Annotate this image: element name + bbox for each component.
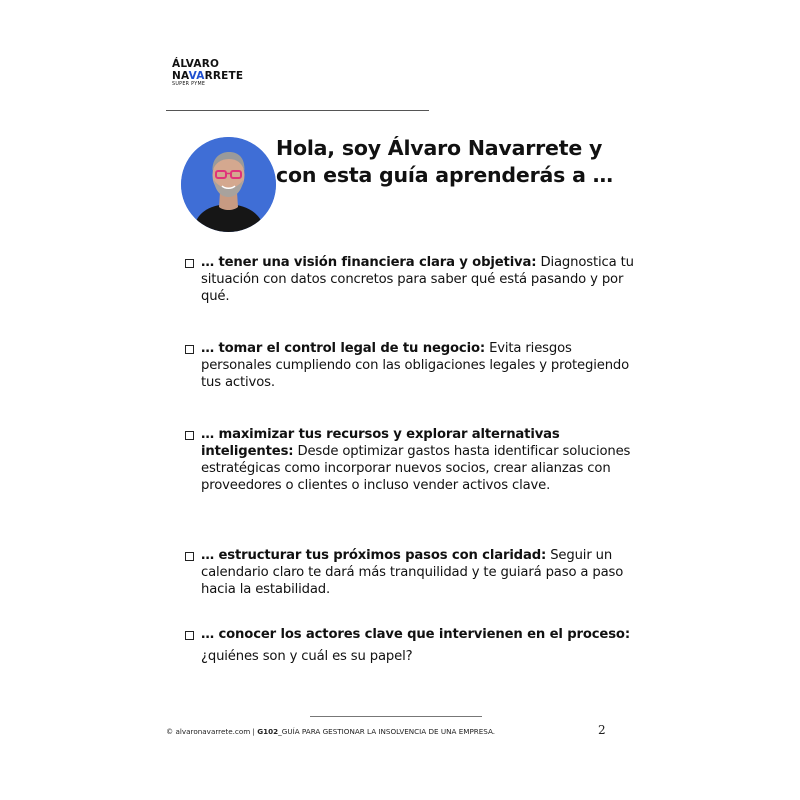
checklist-item-title: … estructurar tus próximos pasos con claridad:	[201, 548, 547, 563]
checklist-item-key-actors	[184, 624, 634, 668]
brand-logo	[172, 59, 243, 88]
footer-site: © alvaronavarrete.com |	[166, 727, 258, 736]
author-portrait-icon	[181, 137, 276, 232]
logo-first-name: ÁLVARO	[172, 58, 220, 70]
checkbox-icon[interactable]	[185, 259, 194, 268]
checklist-item-description: Seguir un calendario claro te dará más tranquilidad y te guiará paso a paso hacia la estabilidad.	[201, 548, 624, 597]
logo-last-name	[172, 71, 243, 82]
page-headline: Hola, soy Álvaro Navarrete y con esta guía aprenderás a …	[276, 136, 613, 187]
checklist-item-title: … tomar el control legal de tu negocio:	[201, 341, 486, 356]
checklist-item-text	[201, 624, 634, 668]
logo-last-name-part2: RRETE	[204, 69, 244, 82]
checklist-item-description: ¿quiénes son y cuál es su papel?	[201, 649, 413, 664]
checklist-item-maximize-resources	[184, 426, 634, 494]
footer-code: G102	[257, 727, 279, 736]
logo-subtitle: SUPER PYME	[172, 82, 206, 87]
checkbox-icon[interactable]	[185, 431, 194, 440]
checklist-item-next-steps	[184, 547, 634, 598]
checklist-item-text	[201, 547, 634, 598]
footer-credit	[166, 727, 495, 736]
checklist-item-title: … conocer los actores clave que intervienen en el proceso:	[201, 627, 630, 642]
checklist-item-description: Desde optimizar gastos hasta identificar soluciones estratégicas como incorporar nuevos socios, crear alianzas con proveedores o clientes o incluso vender activos clave.	[201, 444, 631, 493]
checklist-item-financial-vision	[184, 254, 634, 305]
page-number: 2	[598, 723, 606, 737]
checklist-item-description: Diagnostica tu situación con datos concretos para saber qué está pasando y por qué.	[201, 255, 634, 304]
footer-divider	[310, 716, 482, 717]
checklist-item-legal-control	[184, 340, 634, 391]
author-avatar	[181, 137, 276, 232]
checklist-item-description: Evita riesgos personales cumpliendo con las obligaciones legales y protegiendo tus activos.	[201, 341, 630, 390]
checkbox-icon[interactable]	[185, 345, 194, 354]
checklist-item-text	[201, 340, 634, 391]
checklist-item-text	[201, 426, 634, 494]
checkbox-icon[interactable]	[185, 552, 194, 561]
checklist-item-title: … maximizar tus recursos y explorar alternativas inteligentes:	[201, 427, 560, 459]
checklist-item-title: … tener una visión financiera clara y objetiva:	[201, 255, 537, 270]
footer-title: _GUÍA PARA GESTIONAR LA INSOLVENCIA DE UNA EMPRESA.	[278, 727, 496, 736]
checklist-item-text	[201, 254, 634, 305]
logo-last-name-part1: NA	[172, 69, 189, 82]
header-divider	[166, 110, 429, 111]
logo-last-name-accent: VA	[188, 69, 205, 82]
checkbox-icon[interactable]	[185, 631, 194, 640]
